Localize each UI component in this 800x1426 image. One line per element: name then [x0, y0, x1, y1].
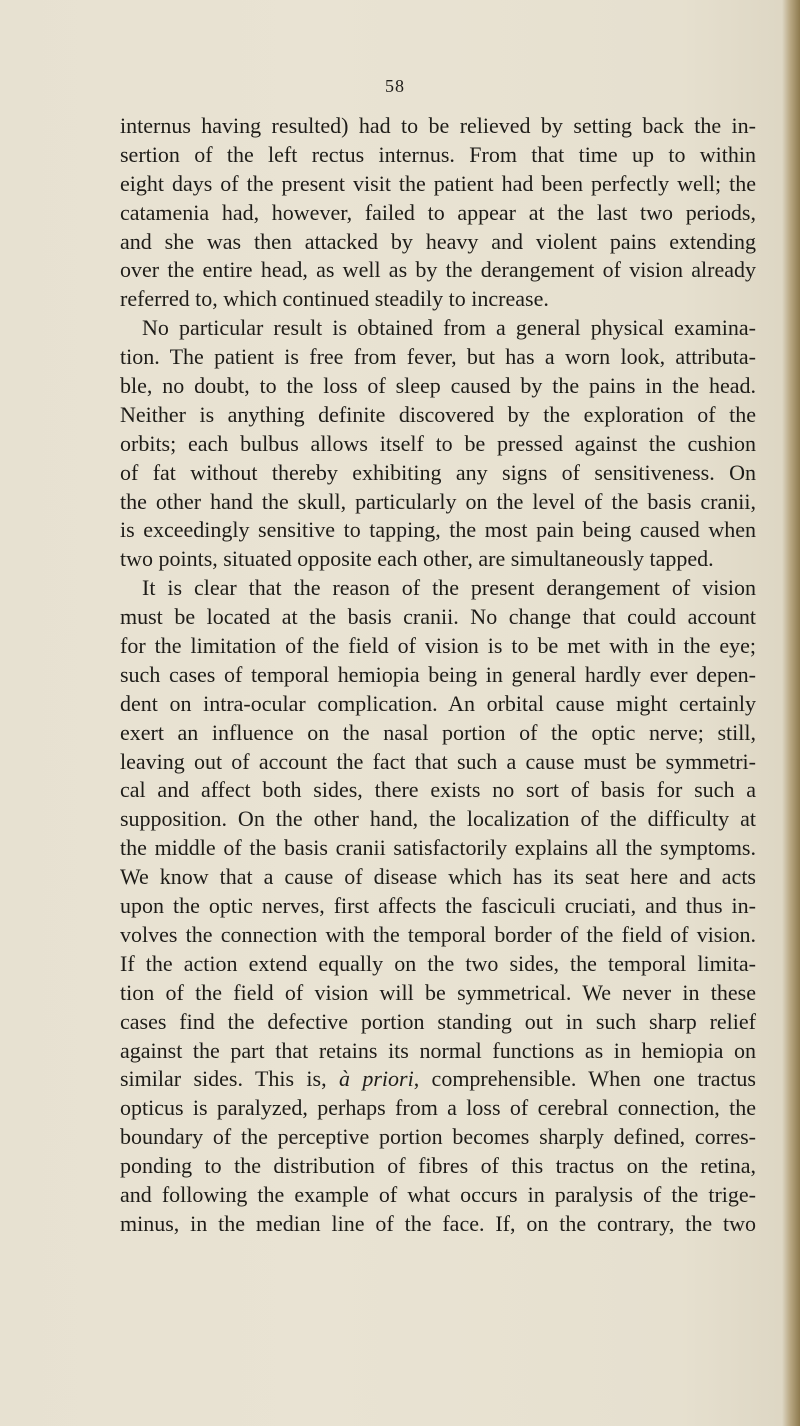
text-line: of fat without thereby exhibiting any signs of sensitiveness. On — [120, 459, 756, 485]
text-line: the other hand the skull, particularly on the level of the basis cranii, — [120, 488, 756, 514]
text-line: ble, no doubt, to the loss of sleep caused by the pains in the head. — [120, 373, 756, 399]
text-line: ponding to the distribution of fibres of this tractus on the retina, — [120, 1153, 756, 1179]
text-line: similar sides. This is, à priori, comprehensible. When one tractus — [120, 1066, 756, 1092]
text-line: orbits; each bulbus allows itself to be pressed against the cushion — [120, 430, 756, 456]
text-line: against the part that retains its normal functions as in hemiopia on — [120, 1037, 756, 1063]
text-line: over the entire head, as well as by the derangement of vision already — [120, 257, 756, 283]
text-line: No particular result is obtained from a general physical examina- — [142, 315, 756, 341]
text-line: two points, situated opposite each other, are simultaneously tapped. — [120, 546, 714, 572]
text-line: catamenia had, however, failed to appear at the last two periods, — [120, 199, 756, 225]
text-line: exert an influence on the nasal portion of the optic nerve; still, — [120, 719, 756, 745]
text-line: referred to, which continued steadily to increase. — [120, 286, 549, 312]
text-line: the middle of the basis cranii satisfactorily explains all the symptoms. — [120, 835, 756, 861]
text-line: sertion of the left rectus internus. From that time up to within — [120, 141, 756, 167]
text-line: for the limitation of the field of vision is to be met with in the eye; — [120, 633, 756, 659]
text-line: dent on intra-ocular complication. An orbital cause might certainly — [120, 690, 756, 716]
text-line: must be located at the basis cranii. No change that could account — [120, 604, 756, 630]
text-line: such cases of temporal hemiopia being in general hardly ever depen- — [120, 661, 756, 687]
text-line: tion of the field of vision will be symmetrical. We never in these — [120, 979, 756, 1005]
text-line: and following the example of what occurs in paralysis of the trige- — [120, 1181, 756, 1207]
text-line: opticus is paralyzed, perhaps from a loss of cerebral connection, the — [120, 1095, 756, 1121]
text-line: internus having resulted) had to be relieved by setting back the in- — [120, 113, 756, 138]
text-line: eight days of the present visit the patient had been perfectly well; the — [120, 170, 756, 196]
text-line: tion. The patient is free from fever, but has a worn look, attributa- — [120, 344, 756, 370]
text-line: minus, in the median line of the face. If, on the contrary, the two — [120, 1210, 756, 1236]
page-number: 58 — [385, 76, 405, 96]
text-line: and she was then attacked by heavy and violent pains extending — [120, 228, 756, 254]
text-line: It is clear that the reason of the present derangement of vision — [142, 575, 756, 601]
body-text — [120, 112, 756, 1239]
text-line: cases find the defective portion standing out in such sharp relief — [120, 1008, 756, 1034]
page-edge — [782, 0, 800, 1426]
text-line: leaving out of account the fact that such a cause must be symmetri- — [120, 748, 756, 774]
text-line: Neither is anything definite discovered by the exploration of the — [120, 401, 756, 427]
text-line: upon the optic nerves, first affects the fasciculi cruciati, and thus in- — [120, 893, 756, 919]
text-line: boundary of the perceptive portion becomes sharply defined, corres- — [120, 1124, 756, 1150]
text-line: If the action extend equally on the two sides, the temporal limita- — [120, 950, 756, 976]
text-line: is exceedingly sensitive to tapping, the most pain being caused when — [120, 517, 756, 543]
text-line: We know that a cause of disease which has its seat here and acts — [120, 864, 756, 890]
text-line: supposition. On the other hand, the localization of the difficulty at — [120, 806, 756, 832]
text-line: cal and affect both sides, there exists no sort of basis for such a — [120, 777, 756, 803]
text-line: volves the connection with the temporal border of the field of vision. — [120, 921, 756, 947]
